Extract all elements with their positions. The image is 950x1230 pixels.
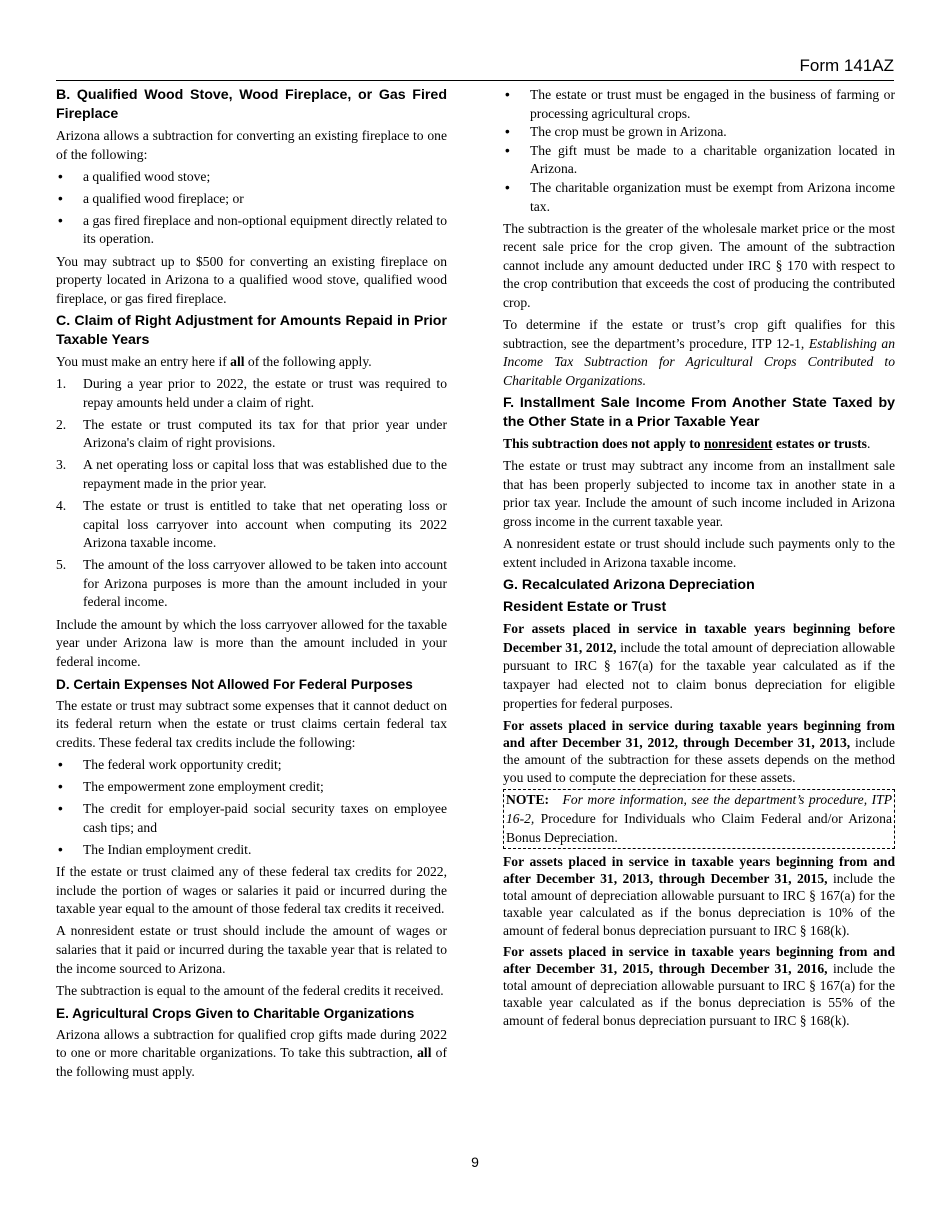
section-b-para: You may subtract up to $500 for converting an existing fireplace on property located in Arizona to a qualified wood stove, qualified wood fireplace, or gas fired fireplace.	[56, 253, 447, 306]
section-g-subheading: Resident Estate or Trust	[503, 599, 667, 616]
section-e-para-2: To determine if the estate or trust’s crop gift qualifies for this subtraction, see the department’s procedure, ITP 12-1, Establishing an Income Tax Subtraction for Agricultural Crops Contributed to Charitable Organizations.	[503, 317, 895, 388]
section-e-heading: E. Agricultural Crops Given to Charitable Organizations	[56, 1005, 415, 1021]
list-item: • a qualified wood stove;	[56, 168, 447, 187]
section-g-para-4: For assets placed in service in taxable years beginning from and after December 31, 2015, through December 31, 2016, include the total amount of depreciation allowable pursuant to IRC § 167(a) for the taxable year calculated as if the bonus depreciation is 55% of the amount of federal bonus depreciation pursuant to IRC § 168(k).	[503, 943, 896, 1028]
section-f-para-1: The estate or trust may subtract any income from an installment sale that has been properly subjected to income tax in another state in a prior tax year. Include the amount of such income included in Arizona gross income in the current taxable year.	[503, 458, 895, 529]
list-item: • The credit for employer-paid social security taxes on employee cash tips; and	[56, 800, 447, 837]
section-d-heading: D. Certain Expenses Not Allowed For Federal Purposes	[56, 676, 413, 692]
list-item: • a qualified wood fireplace; or	[56, 190, 447, 209]
section-f-para-2: A nonresident estate or trust should include such payments only to the extent included in Arizona taxable income.	[503, 535, 895, 570]
form-title: Form 141AZ	[799, 56, 894, 75]
section-g-note-box: NOTE: For more information, see the department’s procedure, ITP 16-2, Procedure for Individuals who Claim Federal and/or Arizona Bonus Depreciation.	[503, 789, 895, 849]
section-e-list	[503, 86, 895, 216]
list-item: 1. During a year prior to 2022, the estate or trust was required to repay amounts held under a claim of right.	[56, 375, 447, 410]
list-item: • The estate or trust must be engaged in the business of farming or processing agricultural crops.	[503, 86, 895, 123]
list-item: • The Indian employment credit.	[56, 841, 447, 860]
page-number: 9	[471, 1154, 479, 1170]
section-g-para-2: For assets placed in service during taxable years beginning from and after December 31, 2012, through December 31, 2013, include the amount of the subtraction for these assets depends on the method you used to compute the depreciation for these assets.	[503, 717, 895, 785]
section-d-para-3: The subtraction is equal to the amount of the federal credits it received.	[56, 982, 444, 998]
section-c-heading: C. Claim of Right Adjustment for Amounts Repaid in Prior Taxable Years	[56, 312, 447, 348]
section-g-heading: G. Recalculated Arizona Depreciation	[503, 577, 755, 594]
section-g-para-3: For assets placed in service in taxable years beginning from and after December 31, 2013, through December 31, 2015, include the total amount of depreciation allowable pursuant to IRC § 167(a) for the taxable year calculated as if the bonus depreciation is 10% of the amount of federal bonus depreciation pursuant to IRC § 168(k).	[503, 853, 896, 938]
list-item: • The gift must be made to a charitable organization located in Arizona.	[503, 142, 895, 179]
section-c-para: Include the amount by which the loss carryover allowed for the taxable year under Arizona law is more than the amount included in your federal income.	[56, 616, 447, 669]
list-item: 2. The estate or trust computed its tax for that prior year under Arizona's claim of right provisions.	[56, 416, 447, 451]
section-e-para-1: The subtraction is the greater of the wholesale market price or the most recent sale price for the crop given. The amount of the subtraction cannot include any amount deducted under IRC § 170 with respect to the crop contribution that exceeds the cost of producing the contributed crop.	[503, 220, 895, 311]
list-item: • a gas fired fireplace and non-optional equipment directly related to its operation.	[56, 212, 447, 249]
section-b-heading: B. Qualified Wood Stove, Wood Fireplace, or Gas Fired Fireplace	[56, 87, 447, 122]
section-d-list	[56, 756, 447, 859]
section-d-para-1: If the estate or trust claimed any of these federal tax credits for 2022, include the portion of wages or salaries it paid or incurred during the taxable year equal to the amount of those federal tax credits it received.	[56, 864, 447, 917]
right-column	[503, 86, 895, 1033]
left-column	[56, 86, 447, 1085]
section-d-para-2: A nonresident estate or trust should include the amount of wages or salaries that it paid or incurred during the taxable year that is related to the income sourced to Arizona.	[56, 923, 447, 976]
list-item: • The empowerment zone employment credit;	[56, 778, 447, 797]
section-c-list	[56, 375, 447, 612]
section-b-list	[56, 168, 447, 249]
section-d-intro: The estate or trust may subtract some expenses that it cannot deduct on its federal return when the estate or trust claims certain federal tax credits. These federal tax credits include the following:	[56, 697, 447, 751]
header-rule	[56, 80, 894, 81]
list-item: • The federal work opportunity credit;	[56, 756, 447, 775]
section-c-intro: You must make an entry here if all of the following apply.	[56, 353, 372, 369]
section-b-intro: Arizona allows a subtraction for converting an existing fireplace to one of the following:	[56, 128, 447, 162]
list-item: 3. A net operating loss or capital loss that was established due to the repayment made in the prior year.	[56, 457, 447, 491]
list-item: • The crop must be grown in Arizona.	[503, 123, 895, 142]
list-item: • The charitable organization must be exempt from Arizona income tax.	[503, 179, 895, 216]
section-f-nonresident-note: This subtraction does not apply to nonresident estates or trusts.	[503, 436, 871, 451]
list-item: 4. The estate or trust is entitled to take that net operating loss or capital loss carryover into account when computing its 2022 Arizona taxable income.	[56, 498, 447, 551]
section-e-intro: Arizona allows a subtraction for qualified crop gifts made during 2022 to one or more charitable organizations. To take this subtraction, all of the following must apply.	[56, 1026, 447, 1079]
list-item: 5. The amount of the loss carryover allowed to be taken into account for Arizona purposes is more than the amount included in your federal income.	[56, 557, 447, 610]
section-g-para-1: For assets placed in service in taxable years beginning before December 31, 2012, include the total amount of depreciation allowable pursuant to IRC § 167(a) for the taxable year calculated as if the taxpayer had elected not to claim bonus depreciation for eligible properties for federal purposes.	[503, 621, 896, 711]
section-f-heading: F. Installment Sale Income From Another State Taxed by the Other State in a Prior Taxable Year	[503, 395, 895, 430]
